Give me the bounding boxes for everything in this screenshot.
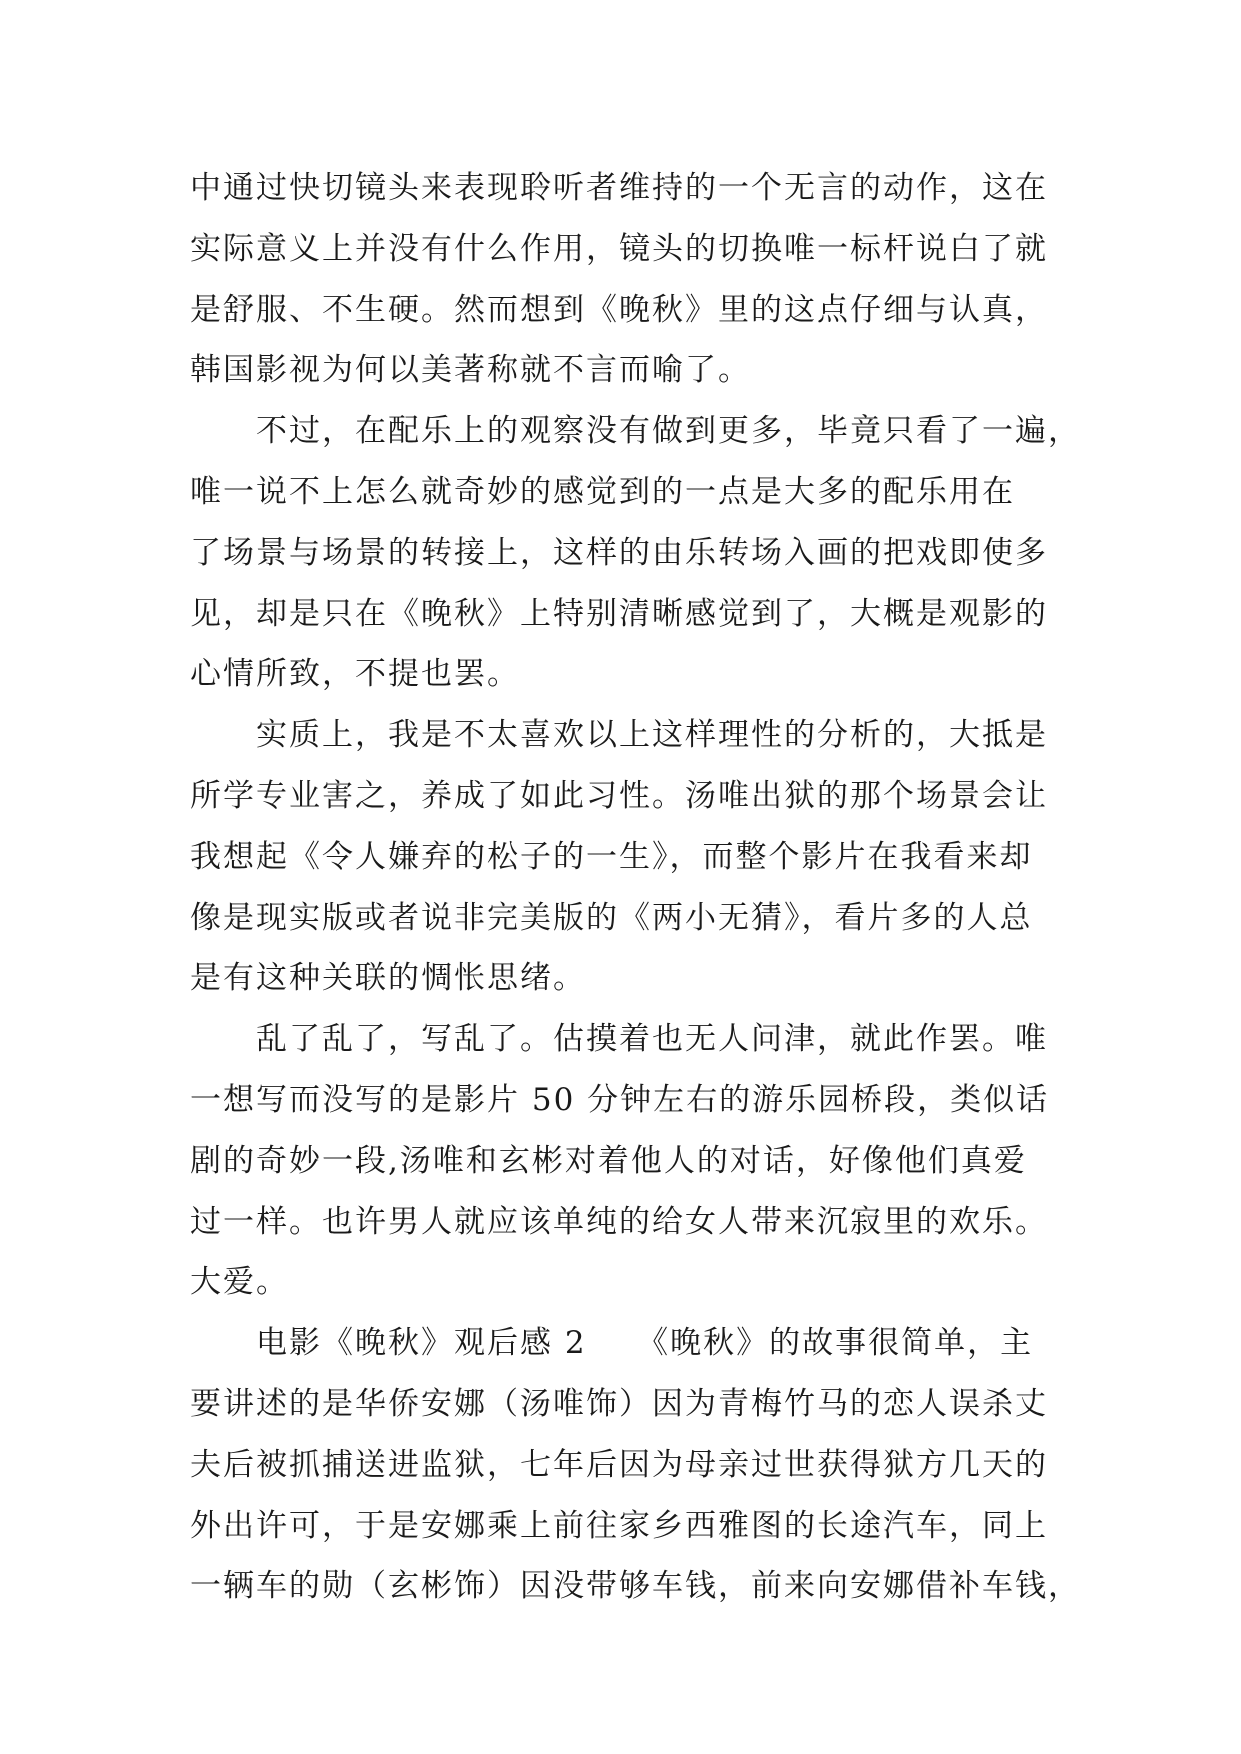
text-line: 不过，在配乐上的观察没有做到更多，毕竟只看了一遍， xyxy=(256,413,1081,450)
text-line: 外出许可，于是安娜乘上前往家乡西雅图的长途汽车，同上 xyxy=(190,1507,1048,1544)
text-line: 乱了乱了，写乱了。估摸着也无人问津，就此作罢。唯 xyxy=(256,1021,1048,1058)
text-line: 是有这种关联的惆怅思绪。 xyxy=(190,960,586,997)
text-line: 心情所致，不提也罢。 xyxy=(190,656,520,693)
text-line: 夫后被抓捕送进监狱，七年后因为母亲过世获得狱方几天的 xyxy=(190,1446,1048,1483)
text-line: 过一样。也许男人就应该单纯的给女人带来沉寂里的欢乐。 xyxy=(190,1203,1048,1240)
text-line: 是舒服、不生硬。然而想到《晚秋》里的这点仔细与认真， xyxy=(190,291,1048,328)
text-line: 唯一说不上怎么就奇妙的感觉到的一点是大多的配乐用在 xyxy=(190,473,1015,510)
text-line: 中通过快切镜头来表现聆听者维持的一个无言的动作，这在 xyxy=(190,170,1048,206)
text-line: 大爱。 xyxy=(190,1264,289,1301)
text-line: 实质上，我是不太喜欢以上这样理性的分析的，大抵是 xyxy=(256,717,1048,754)
text-line: 像是现实版或者说非完美版的《两小无猜》，看片多的人总 xyxy=(190,899,1033,936)
text-line: 一想写而没写的是影片 50 分钟左右的游乐园桥段，类似话 xyxy=(190,1081,1050,1118)
text-line: 剧的奇妙一段,汤唯和玄彬对着他人的对话，好像他们真爱 xyxy=(190,1142,1027,1179)
text-line: 要讲述的是华侨安娜（汤唯饰）因为青梅竹马的恋人误杀丈 xyxy=(190,1385,1048,1422)
text-line: 我想起《令人嫌弃的松子的一生》，而整个影片在我看来却 xyxy=(190,838,1033,875)
text-line: 了场景与场景的转接上，这样的由乐转场入画的把戏即使多 xyxy=(190,534,1048,571)
document-body xyxy=(190,158,1081,1617)
text-line: 所学专业害之，养成了如此习性。汤唯出狱的那个场景会让 xyxy=(190,777,1048,814)
text-line: 实际意义上并没有什么作用，镜头的切换唯一标杆说白了就 xyxy=(190,230,1048,267)
text-line: 韩国影视为何以美著称就不言而喻了。 xyxy=(190,352,751,389)
text-line: 见，却是只在《晚秋》上特别清晰感觉到了，大概是观影的 xyxy=(190,595,1048,632)
text-line: 电影《晚秋》观后感 2 《晚秋》的故事很简单，主 xyxy=(256,1325,1034,1362)
text-line: 一辆车的勋（玄彬饰）因没带够车钱，前来向安娜借补车钱， xyxy=(190,1568,1081,1605)
